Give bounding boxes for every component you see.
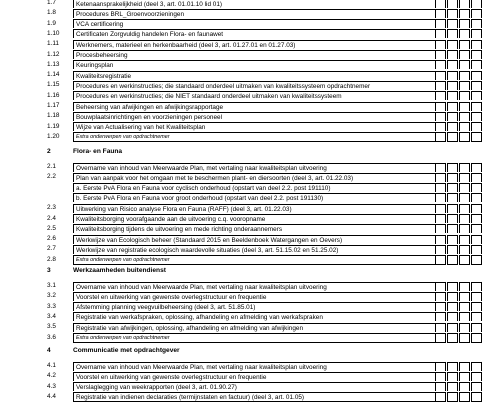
- checkbox-cell[interactable]: [447, 132, 458, 142]
- row-number: 4.3: [47, 382, 56, 390]
- checkbox-cell[interactable]: [435, 183, 446, 192]
- checkbox-cell[interactable]: [471, 292, 482, 301]
- checkbox-cell[interactable]: [459, 382, 470, 391]
- checkbox-cell[interactable]: [459, 362, 470, 371]
- checkbox-cell[interactable]: [471, 245, 482, 254]
- row-number: 4.2: [47, 372, 56, 380]
- checkbox-cell[interactable]: [471, 323, 482, 332]
- checkbox-cell[interactable]: [471, 9, 482, 18]
- checkbox-cell[interactable]: [471, 81, 482, 90]
- checkbox-cell[interactable]: [459, 163, 470, 172]
- checkbox-cell[interactable]: [435, 323, 446, 332]
- checkbox-cell[interactable]: [435, 214, 446, 223]
- checkbox-cell[interactable]: [435, 9, 446, 18]
- checkbox-cell[interactable]: [447, 245, 458, 254]
- row-number: 1.7: [47, 0, 56, 6]
- row-text: Uitwerking van Risico analyse Flora en Fauna (RAFF) (deel 3, art. 01.22.03): [73, 204, 435, 213]
- section-number: 2: [47, 148, 51, 155]
- checkbox-cell[interactable]: [459, 91, 470, 100]
- row-number: 1.19: [47, 122, 60, 130]
- checkbox-cell[interactable]: [459, 302, 470, 311]
- section-title: Communicatie met opdrachtgever: [73, 347, 180, 354]
- row-number: 2.5: [47, 224, 56, 232]
- row-number: 1.17: [47, 102, 60, 109]
- checkbox-cell[interactable]: [459, 392, 470, 402]
- row-text: Registratie van indienen declaraties (termijnstaten en factuur) (deel 3, art. 01.05): [73, 392, 435, 402]
- row-number: 2.6: [47, 235, 56, 243]
- checkbox-cell[interactable]: [471, 102, 482, 111]
- checkbox-cell[interactable]: [459, 112, 470, 121]
- checkbox-cell[interactable]: [471, 193, 482, 202]
- row-text: Extra onderwerpen van opdrachtnemer: [73, 333, 435, 343]
- checkbox-cell[interactable]: [435, 245, 446, 254]
- checkbox-cell[interactable]: [435, 163, 446, 172]
- row-number: 3.3: [47, 302, 56, 310]
- checkbox-cell[interactable]: [471, 60, 482, 69]
- checkbox-cell[interactable]: [447, 102, 458, 111]
- checkbox-cell[interactable]: [447, 312, 458, 321]
- checkbox-cell[interactable]: [435, 204, 446, 213]
- checkbox-cell[interactable]: [471, 224, 482, 233]
- checkbox-cell[interactable]: [471, 29, 482, 38]
- checkbox-cell[interactable]: [459, 292, 470, 301]
- row-number: 1.10: [47, 29, 60, 37]
- row-text: Procedures en werkinstructies; die standaard onderdeel uitmaken van kwaliteitssysteem opdrachtnemer: [73, 81, 435, 90]
- checkbox-cell[interactable]: [459, 60, 470, 69]
- row-number: 1.15: [47, 81, 60, 89]
- checkbox-cell[interactable]: [435, 0, 446, 8]
- checkbox-cell[interactable]: [447, 224, 458, 233]
- row-text: Extra onderwerpen van opdrachtnemer: [73, 255, 435, 265]
- checkbox-cell[interactable]: [459, 193, 470, 202]
- row-number: 1.16: [47, 91, 60, 99]
- row-text: Overname van inhoud van Meerwaarde Plan, met vertaling naar kwaliteitsplan uitvoering: [73, 163, 435, 172]
- row-text: Plan van aanpak voor het omgaan met te beschermen plant- en diersoorten (deel 3, art. 01.22.03): [73, 173, 435, 182]
- checkbox-cell[interactable]: [435, 392, 446, 402]
- checkbox-cell[interactable]: [471, 312, 482, 321]
- checkbox-cell[interactable]: [471, 132, 482, 142]
- checkbox-cell[interactable]: [459, 312, 470, 321]
- checkbox-cell[interactable]: [459, 235, 470, 244]
- row-number: 2.8: [47, 255, 56, 263]
- row-text: Bouwplaatsinrichtingen en voorzieningen personeel: [73, 112, 435, 121]
- row-number: 3.4: [47, 312, 56, 320]
- row-text: Procesbeheersing: [73, 50, 435, 59]
- checkbox-cell[interactable]: [435, 50, 446, 59]
- checkbox-cell[interactable]: [447, 214, 458, 223]
- checkbox-cell[interactable]: [435, 40, 446, 49]
- checkbox-cell[interactable]: [459, 183, 470, 192]
- row-text: Kwaliteitsborging tijdens de uitvoering en mede richting onderaannemers: [73, 224, 435, 233]
- checkbox-cell[interactable]: [447, 204, 458, 213]
- row-text: Keuringsplan: [73, 60, 435, 69]
- row-number: 3.5: [47, 323, 56, 331]
- row-text: Kwaliteitsregistratie: [73, 71, 435, 80]
- checkbox-cell[interactable]: [471, 19, 482, 28]
- row-text: Overname van inhoud van Meerwaarde Plan, met vertaling naar kwaliteitsplan uitvoering: [73, 282, 435, 291]
- section-number: 4: [47, 347, 51, 354]
- checkbox-cell[interactable]: [471, 333, 482, 343]
- checkbox-cell[interactable]: [435, 193, 446, 202]
- row-text: Procedures en werkinstructies; die NIET standaard onderdeel uitmaken van kwaliteitssysteem: [73, 91, 435, 100]
- checkbox-cell[interactable]: [435, 235, 446, 244]
- checkbox-cell[interactable]: [435, 91, 446, 100]
- section-title: Werkzaamheden buitendienst: [73, 267, 166, 274]
- checkbox-cell[interactable]: [471, 282, 482, 291]
- checkbox-cell[interactable]: [447, 183, 458, 192]
- row-text: Voorstel en uitwerking van gewenste overlegstructuur en frequentie: [73, 372, 435, 381]
- checkbox-cell[interactable]: [447, 60, 458, 69]
- checkbox-cell[interactable]: [471, 302, 482, 311]
- checkbox-cell[interactable]: [459, 245, 470, 254]
- row-number: 3.2: [47, 292, 56, 300]
- checkbox-cell[interactable]: [435, 122, 446, 131]
- row-text: Procedures BRL_Groenvoorzieningen: [73, 9, 435, 18]
- checkbox-cell[interactable]: [435, 224, 446, 233]
- checkbox-cell[interactable]: [447, 91, 458, 100]
- checkbox-cell[interactable]: [459, 81, 470, 90]
- checkbox-cell[interactable]: [447, 29, 458, 38]
- section-title: Flora- en Fauna: [73, 148, 123, 155]
- row-text: Verslaglegging van weekrapporten (deel 3, art. 01.90.27): [73, 382, 435, 391]
- row-text: a. Eerste PvA Flora en Fauna voor cyclisch onderhoud (opstart van deel 2.2. post 191110): [73, 183, 435, 192]
- row-text: b. Eerste PvA Flora en Fauna voor groot onderhoud (opstart van deel 2.2. post 191130): [73, 193, 435, 202]
- row-number: 4.1: [47, 362, 56, 369]
- checkbox-cell[interactable]: [471, 214, 482, 223]
- checkbox-cell[interactable]: [447, 382, 458, 391]
- checkbox-cell[interactable]: [459, 9, 470, 18]
- checkbox-cell[interactable]: [435, 382, 446, 391]
- checkbox-cell[interactable]: [435, 333, 446, 343]
- row-number: 1.9: [47, 19, 56, 27]
- row-number: 3.6: [47, 333, 56, 341]
- checkbox-cell[interactable]: [447, 163, 458, 172]
- checkbox-cell[interactable]: [471, 255, 482, 265]
- checkbox-cell[interactable]: [435, 19, 446, 28]
- row-text: Kwaliteitsborging voorafgaande aan de uitvoering c.q. vooropname: [73, 214, 435, 223]
- checkbox-cell[interactable]: [471, 382, 482, 391]
- checkbox-cell[interactable]: [459, 173, 470, 182]
- checkbox-cell[interactable]: [447, 235, 458, 244]
- checkbox-cell[interactable]: [459, 323, 470, 332]
- checkbox-cell[interactable]: [459, 214, 470, 223]
- checkbox-cell[interactable]: [447, 173, 458, 182]
- checkbox-cell[interactable]: [459, 224, 470, 233]
- checkbox-cell[interactable]: [435, 81, 446, 90]
- checkbox-cell[interactable]: [435, 132, 446, 142]
- row-number: 1.11: [47, 40, 59, 48]
- row-number: 1.8: [47, 9, 56, 17]
- row-number: 2.4: [47, 214, 56, 222]
- checkbox-cell[interactable]: [447, 362, 458, 371]
- checkbox-cell[interactable]: [459, 122, 470, 131]
- row-number: 1.14: [47, 71, 60, 79]
- checkbox-cell[interactable]: [447, 112, 458, 121]
- row-text: VCA certificering: [73, 19, 435, 28]
- checkbox-cell[interactable]: [471, 50, 482, 59]
- checkbox-cell[interactable]: [459, 132, 470, 142]
- checkbox-cell[interactable]: [447, 292, 458, 301]
- checkbox-cell[interactable]: [447, 282, 458, 291]
- checkbox-cell[interactable]: [447, 0, 458, 8]
- row-text: Voorstel en uitwerking van gewenste overlegstructuur en frequentie: [73, 292, 435, 301]
- checkbox-cell[interactable]: [435, 29, 446, 38]
- checkbox-cell[interactable]: [459, 40, 470, 49]
- row-number: 2.2: [47, 173, 56, 181]
- checkbox-cell[interactable]: [471, 392, 482, 402]
- checkbox-cell[interactable]: [447, 71, 458, 80]
- checkbox-cell[interactable]: [447, 392, 458, 402]
- checkbox-cell[interactable]: [447, 255, 458, 265]
- row-number: 1.13: [47, 60, 60, 68]
- checkbox-cell[interactable]: [435, 71, 446, 80]
- checkbox-cell[interactable]: [447, 122, 458, 131]
- checkbox-cell[interactable]: [459, 372, 470, 381]
- row-text: Afstemming planning veegvuilbeheersing (deel 3, art. 51.85.01): [73, 302, 435, 311]
- checkbox-cell[interactable]: [459, 282, 470, 291]
- checkbox-cell[interactable]: [471, 183, 482, 192]
- checkbox-cell[interactable]: [471, 91, 482, 100]
- checkbox-cell[interactable]: [447, 50, 458, 59]
- row-number: 2.7: [47, 245, 56, 253]
- row-text: Werkwijze van Ecologisch beheer (Standaard 2015 en Beeldenboek Watergangen en Oevers): [73, 235, 435, 244]
- row-number: 1.18: [47, 112, 60, 120]
- checkbox-cell[interactable]: [447, 333, 458, 343]
- checkbox-cell[interactable]: [471, 122, 482, 131]
- checkbox-cell[interactable]: [471, 163, 482, 172]
- section-number: 3: [47, 267, 51, 274]
- row-text: Certificaten Zorgvuldig handelen Flora- en faunawet: [73, 29, 435, 38]
- checkbox-cell[interactable]: [471, 40, 482, 49]
- checkbox-cell[interactable]: [435, 60, 446, 69]
- checkbox-cell[interactable]: [435, 255, 446, 265]
- checkbox-cell[interactable]: [447, 323, 458, 332]
- row-text: Ketenaansprakelijkheid (deel 3, art. 01.01.10 lid 01): [73, 0, 435, 8]
- checkbox-cell[interactable]: [459, 333, 470, 343]
- checkbox-cell[interactable]: [459, 50, 470, 59]
- checkbox-cell[interactable]: [471, 362, 482, 371]
- checkbox-cell[interactable]: [471, 112, 482, 121]
- checkbox-cell[interactable]: [435, 282, 446, 291]
- row-text: Extra onderwerpen van opdrachtnemer: [73, 132, 435, 142]
- checkbox-cell[interactable]: [459, 71, 470, 80]
- checkbox-cell[interactable]: [447, 193, 458, 202]
- checkbox-cell[interactable]: [447, 9, 458, 18]
- row-number: 2.1: [47, 163, 56, 170]
- checkbox-cell[interactable]: [447, 372, 458, 381]
- checkbox-cell[interactable]: [447, 81, 458, 90]
- checkbox-cell[interactable]: [459, 0, 470, 8]
- row-text: Beheersing van afwijkingen en afwijkingsrapportage: [73, 102, 435, 111]
- checkbox-cell[interactable]: [435, 312, 446, 321]
- checkbox-cell[interactable]: [471, 235, 482, 244]
- checkbox-cell[interactable]: [459, 255, 470, 265]
- row-number: 1.20: [47, 132, 60, 140]
- checkbox-cell[interactable]: [471, 372, 482, 381]
- checkbox-cell[interactable]: [459, 19, 470, 28]
- checkbox-cell[interactable]: [435, 292, 446, 301]
- row-number: 3.1: [47, 282, 56, 289]
- checkbox-cell[interactable]: [459, 204, 470, 213]
- checkbox-cell[interactable]: [471, 204, 482, 213]
- row-number: 1.12: [47, 50, 60, 58]
- checkbox-cell[interactable]: [459, 102, 470, 111]
- checkbox-cell[interactable]: [435, 372, 446, 381]
- checkbox-cell[interactable]: [459, 29, 470, 38]
- checkbox-cell[interactable]: [471, 71, 482, 80]
- row-text: Werkwijze van registratie ecologisch waardevolle situaties (deel 3, art. 51.15.02 en 51.25.02): [73, 245, 435, 254]
- checkbox-cell[interactable]: [435, 102, 446, 111]
- row-text: Werknemers, materieel en herkenbaarheid (deel 3, art. 01.27.01 en 01.27.03): [73, 40, 435, 49]
- checkbox-cell[interactable]: [435, 112, 446, 121]
- row-text: Registratie van werkafspraken, oplossing, afhandeling en afmelding van werkafspraken: [73, 312, 435, 321]
- checkbox-cell[interactable]: [435, 362, 446, 371]
- row-text: Wijze van Actualisering van het Kwaliteitsplan: [73, 122, 435, 131]
- checkbox-cell[interactable]: [447, 19, 458, 28]
- checkbox-cell[interactable]: [471, 0, 482, 8]
- row-number: 2.3: [47, 204, 56, 212]
- checkbox-cell[interactable]: [447, 40, 458, 49]
- checkbox-cell[interactable]: [435, 173, 446, 182]
- row-number: 4.4: [47, 392, 56, 400]
- checkbox-cell[interactable]: [435, 302, 446, 311]
- checkbox-cell[interactable]: [471, 173, 482, 182]
- row-text: Overname van inhoud van Meerwaarde Plan, met vertaling naar kwaliteitsplan uitvoering: [73, 362, 435, 371]
- checkbox-cell[interactable]: [447, 302, 458, 311]
- row-text: Registratie van afwijkingen, oplossing, afhandeling en afmelding van afwijkingen: [73, 323, 435, 332]
